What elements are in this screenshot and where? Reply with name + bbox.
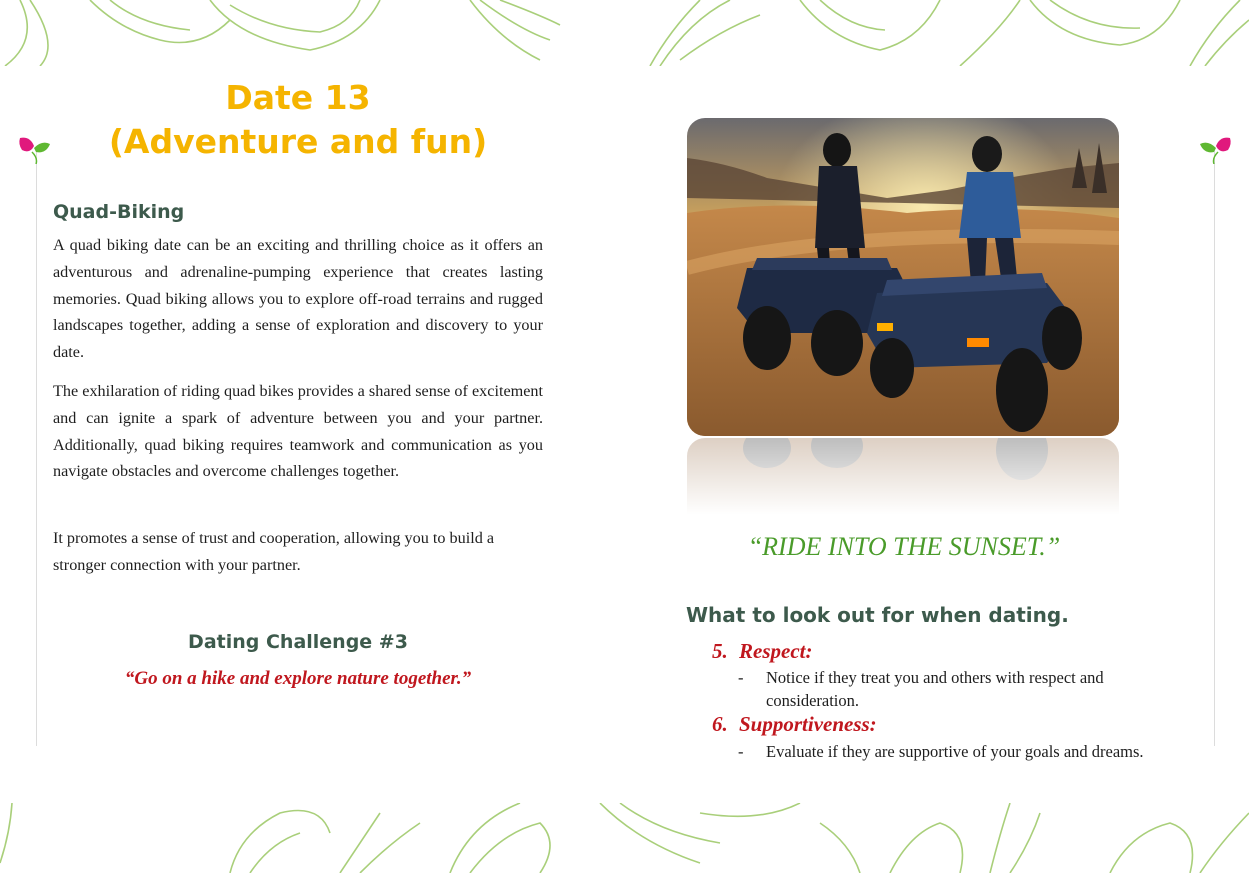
paragraph: A quad biking date can be an exciting and thrilling choice as it offers an adventurous and adrenaline-pumping experience that creates lasting memories. Quad biking allows you to explore off-road terrains and rugged landscapes together, adding a sense of exploration and discovery to your date. [53,236,543,362]
item-title: Supportiveness: [739,712,877,736]
item-heading-supportiveness [712,712,877,737]
floral-border-bottom [0,803,1249,873]
floral-border-top [0,0,1249,66]
detail-line: Notice if they treat you and others with respect and [766,668,1104,687]
left-page [0,66,624,803]
page-title-line1: Date 13 [225,78,371,117]
paragraph: The exhilaration of riding quad bikes provides a shared sense of excitement and can ignite a spark of adventure between you and your partner. Additionally, quad biking requires teamwork and communication as you navigate obstacles and overcome challenges together. [53,382,543,481]
bullet-dash: - [738,668,744,687]
detail-line: consideration. [766,691,860,710]
item-number: 6. [712,712,728,736]
look-out-title: What to look out for when dating. [686,603,1069,627]
challenge-title: Dating Challenge #3 [188,631,408,653]
item-number: 5. [712,639,728,663]
item-title: Respect: [739,639,813,663]
paragraph: It promotes a sense of trust and cooperation, allowing you to build a stronger connection with your partner. [53,529,495,574]
item-heading-respect [712,639,812,664]
page-title-line2: (Adventure and fun) [108,122,488,161]
section-title: Quad-Biking [53,201,185,223]
bullet-dash: - [738,742,744,761]
detail-line: Evaluate if they are supportive of your goals and dreams. [766,742,1144,761]
challenge-quote: “Go on a hike and explore nature together.” [124,668,472,689]
quad-bike-photo [687,118,1119,436]
sunset-quote: “RIDE INTO THE SUNSET.” [747,532,1061,561]
reflection-fade [687,438,1119,528]
right-page [624,66,1249,803]
